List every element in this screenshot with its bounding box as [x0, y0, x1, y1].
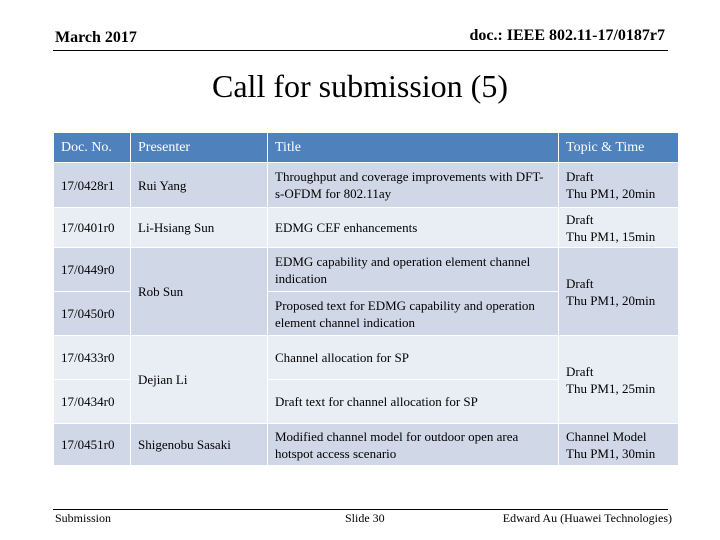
doc-number: 17/0433r0	[54, 336, 131, 380]
footer-slide-number: Slide 30	[345, 511, 385, 525]
time: Thu PM1, 20min	[566, 292, 656, 308]
submission-title: Proposed text for EDMG capability and operation element channel indication	[268, 292, 559, 336]
presenter: Shigenobu Sasaki	[131, 424, 268, 466]
doc-number: 17/0450r0	[54, 292, 131, 336]
doc-number: 17/0449r0	[54, 248, 131, 292]
doc-number: 17/0428r1	[54, 163, 131, 208]
topic: Draft	[566, 211, 594, 227]
time: Thu PM1, 15min	[566, 228, 656, 244]
submission-title: Throughput and coverage improvements with DFT-s-OFDM for 802.11ay	[268, 163, 559, 208]
submission-title: Channel allocation for SP	[268, 336, 559, 380]
header-doc-number: doc.: IEEE 802.11-17/0187r7	[469, 27, 665, 44]
doc-number: 17/0401r0	[54, 208, 131, 248]
topic-time	[559, 336, 679, 424]
submission-title: Draft text for channel allocation for SP	[268, 380, 559, 424]
table-row	[54, 424, 679, 466]
submission-title: EDMG capability and operation element channel indication	[268, 248, 559, 292]
table-row	[54, 248, 679, 292]
presenter: Rob Sun	[131, 248, 268, 336]
header-divider	[53, 50, 668, 51]
header-date: March 2017	[55, 29, 137, 46]
topic-time	[559, 248, 679, 336]
footer-author: Edward Au (Huawei Technologies)	[502, 511, 672, 525]
presenter: Dejian Li	[131, 336, 268, 424]
col-header-doc: Doc. No.	[54, 133, 131, 163]
col-header-topic: Topic & Time	[559, 133, 679, 163]
table-row	[54, 163, 679, 208]
topic-time	[559, 424, 679, 466]
col-header-title: Title	[268, 133, 559, 163]
slide-title: Call for submission (5)	[212, 68, 508, 104]
doc-number: 17/0434r0	[54, 380, 131, 424]
footer-divider	[53, 509, 668, 510]
topic: Draft	[566, 363, 594, 379]
submission-table	[53, 132, 679, 466]
table-header-row	[54, 133, 679, 163]
table-row	[54, 336, 679, 380]
col-header-presenter: Presenter	[131, 133, 268, 163]
time: Thu PM1, 25min	[566, 380, 656, 396]
time: Thu PM1, 30min	[566, 445, 656, 461]
submission-title: Modified channel model for outdoor open area hotspot access scenario	[268, 424, 559, 466]
presenter: Rui Yang	[131, 163, 268, 208]
topic-time	[559, 208, 679, 248]
time: Thu PM1, 20min	[566, 186, 656, 201]
topic: Draft	[566, 275, 594, 291]
topic: Draft	[566, 169, 594, 184]
presenter: Li-Hsiang Sun	[131, 208, 268, 248]
topic: Channel Model	[566, 428, 647, 444]
submission-title: EDMG CEF enhancements	[268, 208, 559, 248]
topic-time	[559, 163, 679, 208]
table-row	[54, 208, 679, 248]
doc-number: 17/0451r0	[54, 424, 131, 466]
footer-submission: Submission	[55, 511, 112, 525]
